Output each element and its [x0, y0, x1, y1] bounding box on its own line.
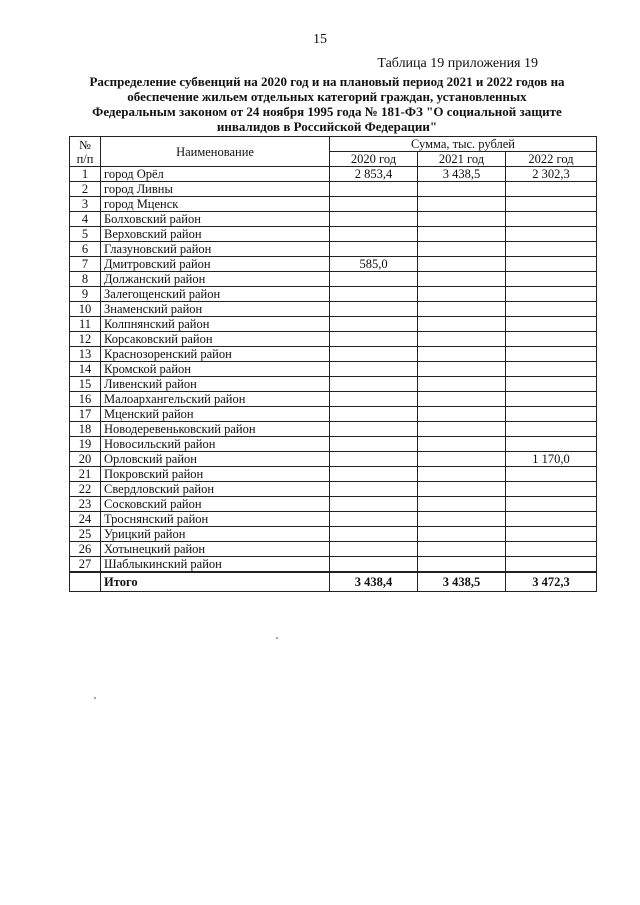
row-value-2020 — [330, 392, 418, 407]
row-number: 3 — [70, 197, 101, 212]
row-number: 23 — [70, 497, 101, 512]
header-sum: Сумма, тыс. рублей — [330, 137, 597, 152]
row-value-2020 — [330, 272, 418, 287]
row-value-2020 — [330, 287, 418, 302]
row-value-2022 — [506, 302, 597, 317]
row-number: 1 — [70, 167, 101, 182]
row-value-2021: 3 438,5 — [418, 167, 506, 182]
row-name: Знаменский район — [101, 302, 330, 317]
row-value-2021 — [418, 392, 506, 407]
row-value-2020 — [330, 512, 418, 527]
row-value-2022 — [506, 182, 597, 197]
row-value-2022 — [506, 482, 597, 497]
row-name: Урицкий район — [101, 527, 330, 542]
table-row — [70, 407, 597, 422]
row-number: 7 — [70, 257, 101, 272]
header-year-2021: 2021 год — [418, 152, 506, 167]
row-value-2020: 585,0 — [330, 257, 418, 272]
page-number: 15 — [313, 32, 327, 47]
row-number: 21 — [70, 467, 101, 482]
row-value-2022 — [506, 362, 597, 377]
row-value-2021 — [418, 302, 506, 317]
row-value-2021 — [418, 272, 506, 287]
header-year-2020: 2020 год — [330, 152, 418, 167]
row-number: 15 — [70, 377, 101, 392]
subvention-table — [69, 136, 597, 592]
row-value-2021 — [418, 377, 506, 392]
row-value-2022 — [506, 347, 597, 362]
row-name: город Орёл — [101, 167, 330, 182]
row-value-2022 — [506, 557, 597, 573]
row-name: Краснозоренский район — [101, 347, 330, 362]
row-value-2022 — [506, 437, 597, 452]
table-row — [70, 317, 597, 332]
row-value-2021 — [418, 317, 506, 332]
row-number: 6 — [70, 242, 101, 257]
row-number: 17 — [70, 407, 101, 422]
row-value-2022 — [506, 467, 597, 482]
table-row — [70, 437, 597, 452]
row-value-2021 — [418, 332, 506, 347]
row-name: Должанский район — [101, 272, 330, 287]
row-name: Свердловский район — [101, 482, 330, 497]
row-name: город Ливны — [101, 182, 330, 197]
table-row — [70, 512, 597, 527]
table-row — [70, 287, 597, 302]
row-number: 13 — [70, 347, 101, 362]
row-name: Орловский район — [101, 452, 330, 467]
row-name: Болховский район — [101, 212, 330, 227]
row-value-2020 — [330, 542, 418, 557]
row-value-2021 — [418, 362, 506, 377]
table-row — [70, 332, 597, 347]
row-value-2021 — [418, 227, 506, 242]
row-value-2021 — [418, 497, 506, 512]
table-row — [70, 482, 597, 497]
total-2020: 3 438,4 — [330, 572, 418, 592]
table-row — [70, 392, 597, 407]
table-row — [70, 497, 597, 512]
row-number: 2 — [70, 182, 101, 197]
header-number — [70, 137, 101, 167]
scan-speck — [276, 637, 278, 639]
row-value-2022 — [506, 392, 597, 407]
row-number: 25 — [70, 527, 101, 542]
row-name: Троснянский район — [101, 512, 330, 527]
table-row — [70, 167, 597, 182]
header-number-line2: п/п — [76, 151, 94, 166]
row-value-2022 — [506, 212, 597, 227]
table-row — [70, 422, 597, 437]
row-value-2020: 2 853,4 — [330, 167, 418, 182]
row-value-2020 — [330, 482, 418, 497]
row-value-2021 — [418, 407, 506, 422]
row-name: Залегощенский район — [101, 287, 330, 302]
table-row — [70, 347, 597, 362]
row-value-2021 — [418, 197, 506, 212]
row-value-2022 — [506, 407, 597, 422]
row-number: 16 — [70, 392, 101, 407]
appendix-label: Таблица 19 приложения 19 — [377, 56, 538, 71]
row-number: 5 — [70, 227, 101, 242]
row-value-2022 — [506, 227, 597, 242]
table-row — [70, 272, 597, 287]
total-2022: 3 472,3 — [506, 572, 597, 592]
row-value-2021 — [418, 467, 506, 482]
row-name: Корсаковский район — [101, 332, 330, 347]
row-value-2020 — [330, 452, 418, 467]
table-row — [70, 452, 597, 467]
row-value-2021 — [418, 452, 506, 467]
row-value-2021 — [418, 347, 506, 362]
row-number: 20 — [70, 452, 101, 467]
header-name: Наименование — [101, 137, 330, 167]
table-row — [70, 242, 597, 257]
row-value-2022 — [506, 512, 597, 527]
row-value-2021 — [418, 242, 506, 257]
row-name: Хотынецкий район — [101, 542, 330, 557]
row-value-2021 — [418, 482, 506, 497]
total-row — [70, 572, 597, 592]
row-value-2022 — [506, 542, 597, 557]
row-name: Новосильский район — [101, 437, 330, 452]
table-row — [70, 227, 597, 242]
row-value-2021 — [418, 527, 506, 542]
row-value-2022 — [506, 497, 597, 512]
row-number: 27 — [70, 557, 101, 573]
table-body — [70, 167, 597, 573]
table-row — [70, 182, 597, 197]
row-value-2020 — [330, 497, 418, 512]
row-number: 22 — [70, 482, 101, 497]
row-name: Кромской район — [101, 362, 330, 377]
table-row — [70, 467, 597, 482]
row-number: 9 — [70, 287, 101, 302]
row-value-2022 — [506, 272, 597, 287]
total-label: Итого — [101, 572, 330, 592]
row-value-2020 — [330, 422, 418, 437]
total-num-cell — [70, 572, 101, 592]
row-value-2020 — [330, 347, 418, 362]
table-row — [70, 362, 597, 377]
row-value-2020 — [330, 437, 418, 452]
row-value-2021 — [418, 422, 506, 437]
table-row — [70, 542, 597, 557]
row-name: Верховский район — [101, 227, 330, 242]
header-number-line1: № — [79, 137, 91, 152]
row-name: Мценский район — [101, 407, 330, 422]
document-title: Распределение субвенций на 2020 год и на плановый период 2021 и 2022 годов на обеспечение жильем отдельных категорий граждан, установленных Федеральным законом от 24 ноября 1995 года № 181-ФЗ "О социальной защите инвалидов в Российской Федерации" — [89, 74, 565, 134]
table-row — [70, 197, 597, 212]
row-number: 26 — [70, 542, 101, 557]
row-name: Новодеревеньковский район — [101, 422, 330, 437]
row-value-2022 — [506, 287, 597, 302]
row-value-2020 — [330, 377, 418, 392]
table-row — [70, 377, 597, 392]
row-value-2020 — [330, 182, 418, 197]
row-value-2022 — [506, 242, 597, 257]
row-name: Колпнянский район — [101, 317, 330, 332]
row-name: Ливенский район — [101, 377, 330, 392]
row-value-2020 — [330, 362, 418, 377]
row-value-2022: 1 170,0 — [506, 452, 597, 467]
row-value-2020 — [330, 227, 418, 242]
row-value-2022 — [506, 197, 597, 212]
row-value-2021 — [418, 557, 506, 573]
row-value-2020 — [330, 302, 418, 317]
table-row — [70, 302, 597, 317]
row-name: Дмитровский район — [101, 257, 330, 272]
table-row — [70, 212, 597, 227]
row-value-2020 — [330, 557, 418, 573]
table-row — [70, 527, 597, 542]
row-number: 19 — [70, 437, 101, 452]
row-number: 24 — [70, 512, 101, 527]
header-year-2022: 2022 год — [506, 152, 597, 167]
row-value-2022 — [506, 422, 597, 437]
row-name: Глазуновский район — [101, 242, 330, 257]
row-value-2020 — [330, 467, 418, 482]
table-row — [70, 257, 597, 272]
table-row — [70, 557, 597, 573]
row-value-2020 — [330, 407, 418, 422]
row-name: город Мценск — [101, 197, 330, 212]
row-number: 4 — [70, 212, 101, 227]
row-value-2021 — [418, 542, 506, 557]
row-value-2022 — [506, 317, 597, 332]
row-name: Шаблыкинский район — [101, 557, 330, 573]
row-value-2021 — [418, 512, 506, 527]
row-value-2020 — [330, 332, 418, 347]
row-name: Малоархангельский район — [101, 392, 330, 407]
row-value-2022 — [506, 377, 597, 392]
row-value-2020 — [330, 212, 418, 227]
row-number: 14 — [70, 362, 101, 377]
row-value-2021 — [418, 212, 506, 227]
row-value-2022: 2 302,3 — [506, 167, 597, 182]
row-value-2020 — [330, 242, 418, 257]
scan-speck — [94, 697, 96, 699]
row-value-2022 — [506, 527, 597, 542]
row-number: 12 — [70, 332, 101, 347]
row-number: 11 — [70, 317, 101, 332]
table-header-row — [70, 137, 597, 152]
row-value-2021 — [418, 437, 506, 452]
total-2021: 3 438,5 — [418, 572, 506, 592]
row-name: Покровский район — [101, 467, 330, 482]
row-value-2022 — [506, 332, 597, 347]
row-value-2020 — [330, 527, 418, 542]
row-value-2021 — [418, 182, 506, 197]
row-value-2021 — [418, 287, 506, 302]
row-number: 8 — [70, 272, 101, 287]
row-value-2020 — [330, 197, 418, 212]
row-number: 18 — [70, 422, 101, 437]
row-value-2021 — [418, 257, 506, 272]
row-value-2022 — [506, 257, 597, 272]
row-value-2020 — [330, 317, 418, 332]
row-number: 10 — [70, 302, 101, 317]
row-name: Сосковский район — [101, 497, 330, 512]
